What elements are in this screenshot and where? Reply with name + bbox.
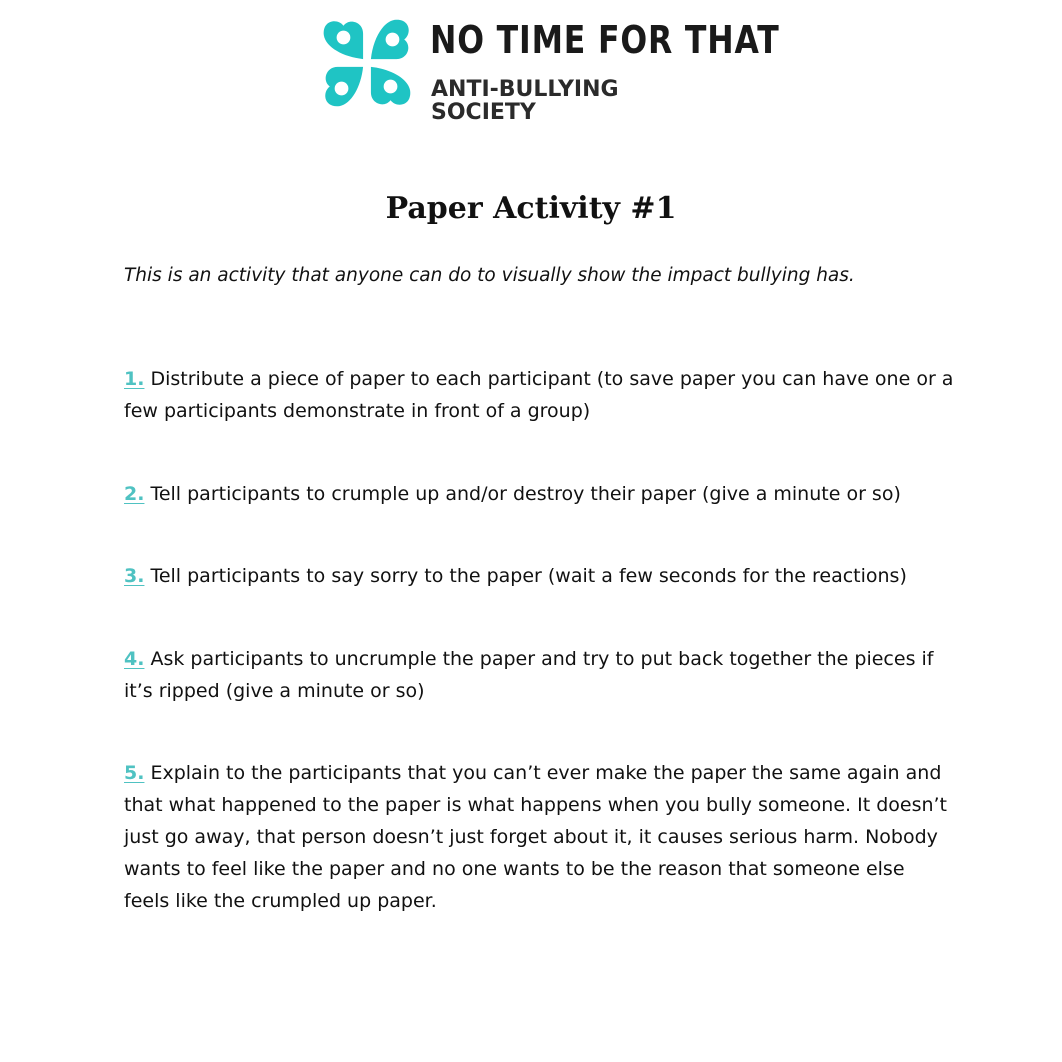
list-item <box>124 757 954 917</box>
brand-logo <box>318 14 780 125</box>
step-text: Tell participants to crumple up and/or destroy their paper (give a minute or so) <box>150 483 901 505</box>
logo-title: NO TIME FOR THAT <box>430 18 780 62</box>
step-number: 4. <box>124 648 145 670</box>
step-number: 5. <box>124 762 145 784</box>
four-heart-clover-icon <box>318 14 416 112</box>
step-text: Tell participants to say sorry to the paper (wait a few seconds for the reactions) <box>150 565 907 587</box>
step-number: 3. <box>124 565 145 587</box>
list-item <box>124 643 954 707</box>
page-title: Paper Activity #1 <box>385 191 677 226</box>
list-item <box>124 478 954 510</box>
step-text: Distribute a piece of paper to each participant (to save paper you can have one or a few participants demonstrate in front of a group) <box>124 368 954 422</box>
step-text: Explain to the participants that you can’t ever make the paper the same again and that what happened to the paper is what happens when you bully someone. It doesn’t just go away, that person doesn’t just forget about it, it causes serious harm. Nobody wants to feel like the paper and no one wants to be the reason that someone else feels like the crumpled up paper. <box>124 762 948 912</box>
intro-text: This is an activity that anyone can do to visually show the impact bullying has. <box>124 265 855 286</box>
step-number: 2. <box>124 483 145 505</box>
logo-subtitle-line2: SOCIETY <box>431 100 536 125</box>
step-text: Ask participants to uncrumple the paper and try to put back together the pieces if it’s ripped (give a minute or so) <box>124 648 934 702</box>
logo-subtitle-line1: ANTI-BULLYING <box>431 77 619 102</box>
step-number: 1. <box>124 368 145 390</box>
list-item <box>124 560 954 592</box>
list-item <box>124 363 954 427</box>
